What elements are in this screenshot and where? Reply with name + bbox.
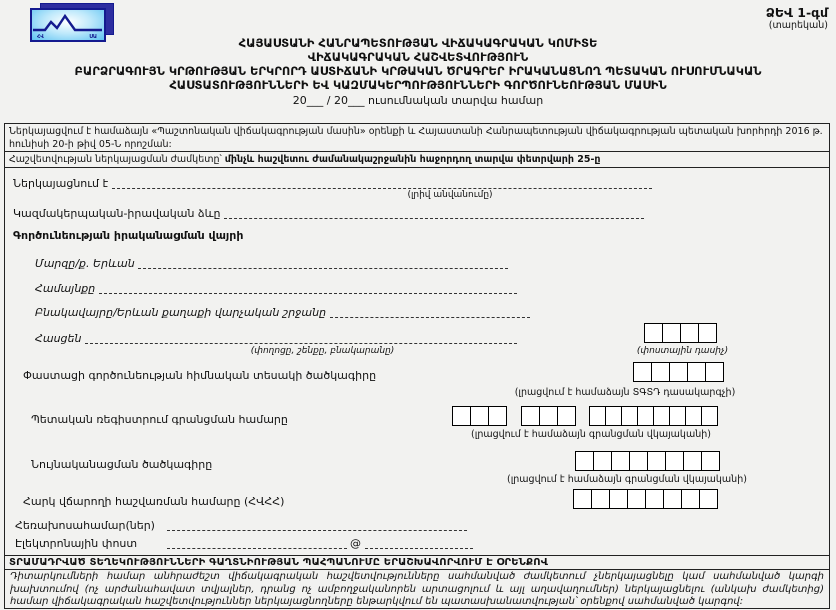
address-hint: (փողոցը, շենքը, բնակարանը) [250,346,395,356]
id-code-label: Նույնականացման ծածկագիրը [31,458,213,471]
postal-hint: (փոստային դասիչ) [636,346,729,356]
activity-code-label: Փաստացի գործունեության հիմնական տեսակի ծածկագիրը [23,369,377,382]
legal-form-label: Կազմակերպական-իրավական ձևը [13,207,221,220]
region-label: Մարզը/ք. Երևան [35,257,135,270]
confidentiality-banner: ՏՐԱՄԱԴՐՎԱԾ ՏԵՂԵԿՈՒԹՅՈՒՆՆԵՐԻ ԳԱՂՏՆԻՈՒԹՅԱՆ ՊԱՀՊԱՆՈՒՄԸ ԵՐԱՇԽԱՎՈՐՎՈՒՄ Է ՕՐԵՆՔՈՎ [4,555,830,570]
report-title-line1: ԲԱՐՁՐԱԳՈՒՅՆ ԿՐԹՈՒԹՅԱՆ ԵՐԿՐՈՐԴ ԱՍՏԻՃԱՆԻ ԿՐԹԱԿԱՆ ԾՐԱԳՐԵՐ ԻՐԱԿԱՆԱՑՆՈՂ ՊԵՏԱԿԱՆ ՈՒՍՈՒՄՆԱԿԱՆ [74,64,762,78]
registry-boxes-group-c[interactable] [589,406,717,426]
form-periodicity: (տարեկան) [768,20,828,31]
academic-year-line: 20___ / 20___ ուսումնական տարվա համար [292,94,544,107]
phone-row [15,518,467,532]
id-code-hint: (լրացվում է համաձայն գրանցման վկայականի) [507,474,747,485]
phone-label: Հեռախոսահամար(ներ) [15,519,155,532]
phone-blank[interactable] [167,518,467,531]
registry-hint: (լրացվում է համաձայն գրանցման վկայականի) [471,429,711,440]
id-code-boxes[interactable] [575,451,719,471]
email-local-blank[interactable] [167,536,347,549]
registry-label: Պետական ռեգիստրում գրանցման համարը [31,413,288,426]
main-form-section [4,167,830,556]
address-row [35,331,517,345]
email-domain-blank[interactable] [365,536,473,549]
liability-note: Դիտարկումների համար անհրաժեշտ վիճակագրական հաշվետվությունները սահմանված ժամկետում չներկայացնելը կամ սահմանված կարգի խախտումով (ոչ արժանահավատ տվյալներ, դրանց ոչ ամբողջականորեն արտացոլում և այլ աղավաղումներ) ներկայացնելու (անկախ ժամկետից) համար վիճակագրական հաշվետվություններ ներկայացնողները ենթարկվում են պատասխանատվության՝ օրենքով սահմանված կարգով: [4,569,830,609]
presenter-label: Ներկայացնում է [13,177,109,190]
community-blank[interactable] [99,281,517,294]
submission-basis-text: Ներկայացվում է համաձայն «Պաշտոնական վիճակագրության մասին» օրենքի և Հայաստանի Հանրապետության վիճակագրության պետական խորհրդի 2016 թ. հունիսի 20-ի թիվ 05-Ն որոշման: [9,126,823,150]
logo-letters-left: ՀՎ [37,34,44,40]
deadline-note [4,151,830,168]
form-code: ՁԵՎ 1-գմ [765,5,828,20]
form-code-block [766,5,828,31]
presenter-hint: (լրիվ անվանումը) [407,190,493,200]
region-row [35,256,508,270]
org-title-line1: ՀԱՅԱՍՏԱՆԻ ՀԱՆՐԱՊԵՏՈՒԹՅԱՆ ՎԻՃԱԿԱԳՐԱԿԱՆ ԿՈՄԻՏԵ [238,36,598,50]
settlement-label: Բնակավայրը/Երևան քաղաքի վարչական շրջանը [35,306,327,319]
tin-boxes[interactable] [573,489,717,509]
registry-boxes-group-a[interactable] [452,406,506,426]
community-row [35,281,517,295]
presenter-blank[interactable] [112,176,652,189]
org-title-line2: ՎԻՃԱԿԱԳՐԱԿԱՆ ՀԱՇՎԵՏՎՈՒԹՅՈՒՆ [307,50,529,64]
email-label: Էլեկտրոնային փոստ [15,537,138,550]
legal-form-blank[interactable] [224,206,644,219]
address-label: Հասցեն [35,332,82,345]
logo-letters-right: ՍԱ [89,34,97,40]
registry-boxes[interactable] [452,406,717,426]
settlement-row [35,305,530,319]
report-title-line2: ՀԱՍՏԱՏՈՒԹՅՈՒՆՆԵՐԻ ԵՎ ԿԱԶՄԱԿԵՐՊՈՒԹՅՈՒՆՆԵՐԻ ԳՈՐԾՈՒՆԵՈՒԹՅԱՆ ՄԱՍԻՆ [169,78,667,92]
settlement-blank[interactable] [330,305,530,318]
deadline-date: մինչև հաշվետու ժամանակաշրջանին հաջորդող տարվա փետրվարի 25-ը [224,154,601,165]
submission-basis-note [4,123,830,152]
activity-location-title: Գործունեության իրականացման վայրի [13,229,244,242]
address-blank[interactable] [85,331,517,344]
presenter-row [13,176,652,190]
email-row [15,536,473,550]
activity-code-hint: (լրացվում է համաձայն ՏԳՏԴ դասակարգչի) [514,387,736,398]
postal-code-boxes[interactable] [644,323,716,343]
registry-boxes-group-b[interactable] [521,406,575,426]
community-label: Համայնքը [35,282,96,295]
activity-code-boxes[interactable] [633,362,723,382]
deadline-prefix: Հաշվետվության ներկայացման ժամկետը՝ [9,154,225,165]
email-at-sign: @ [350,537,361,550]
legal-form-row [13,206,644,220]
tin-label: Հարկ վճարողի հաշվառման համարը (ՀՎՀՀ) [23,495,285,508]
region-blank[interactable] [138,256,508,269]
